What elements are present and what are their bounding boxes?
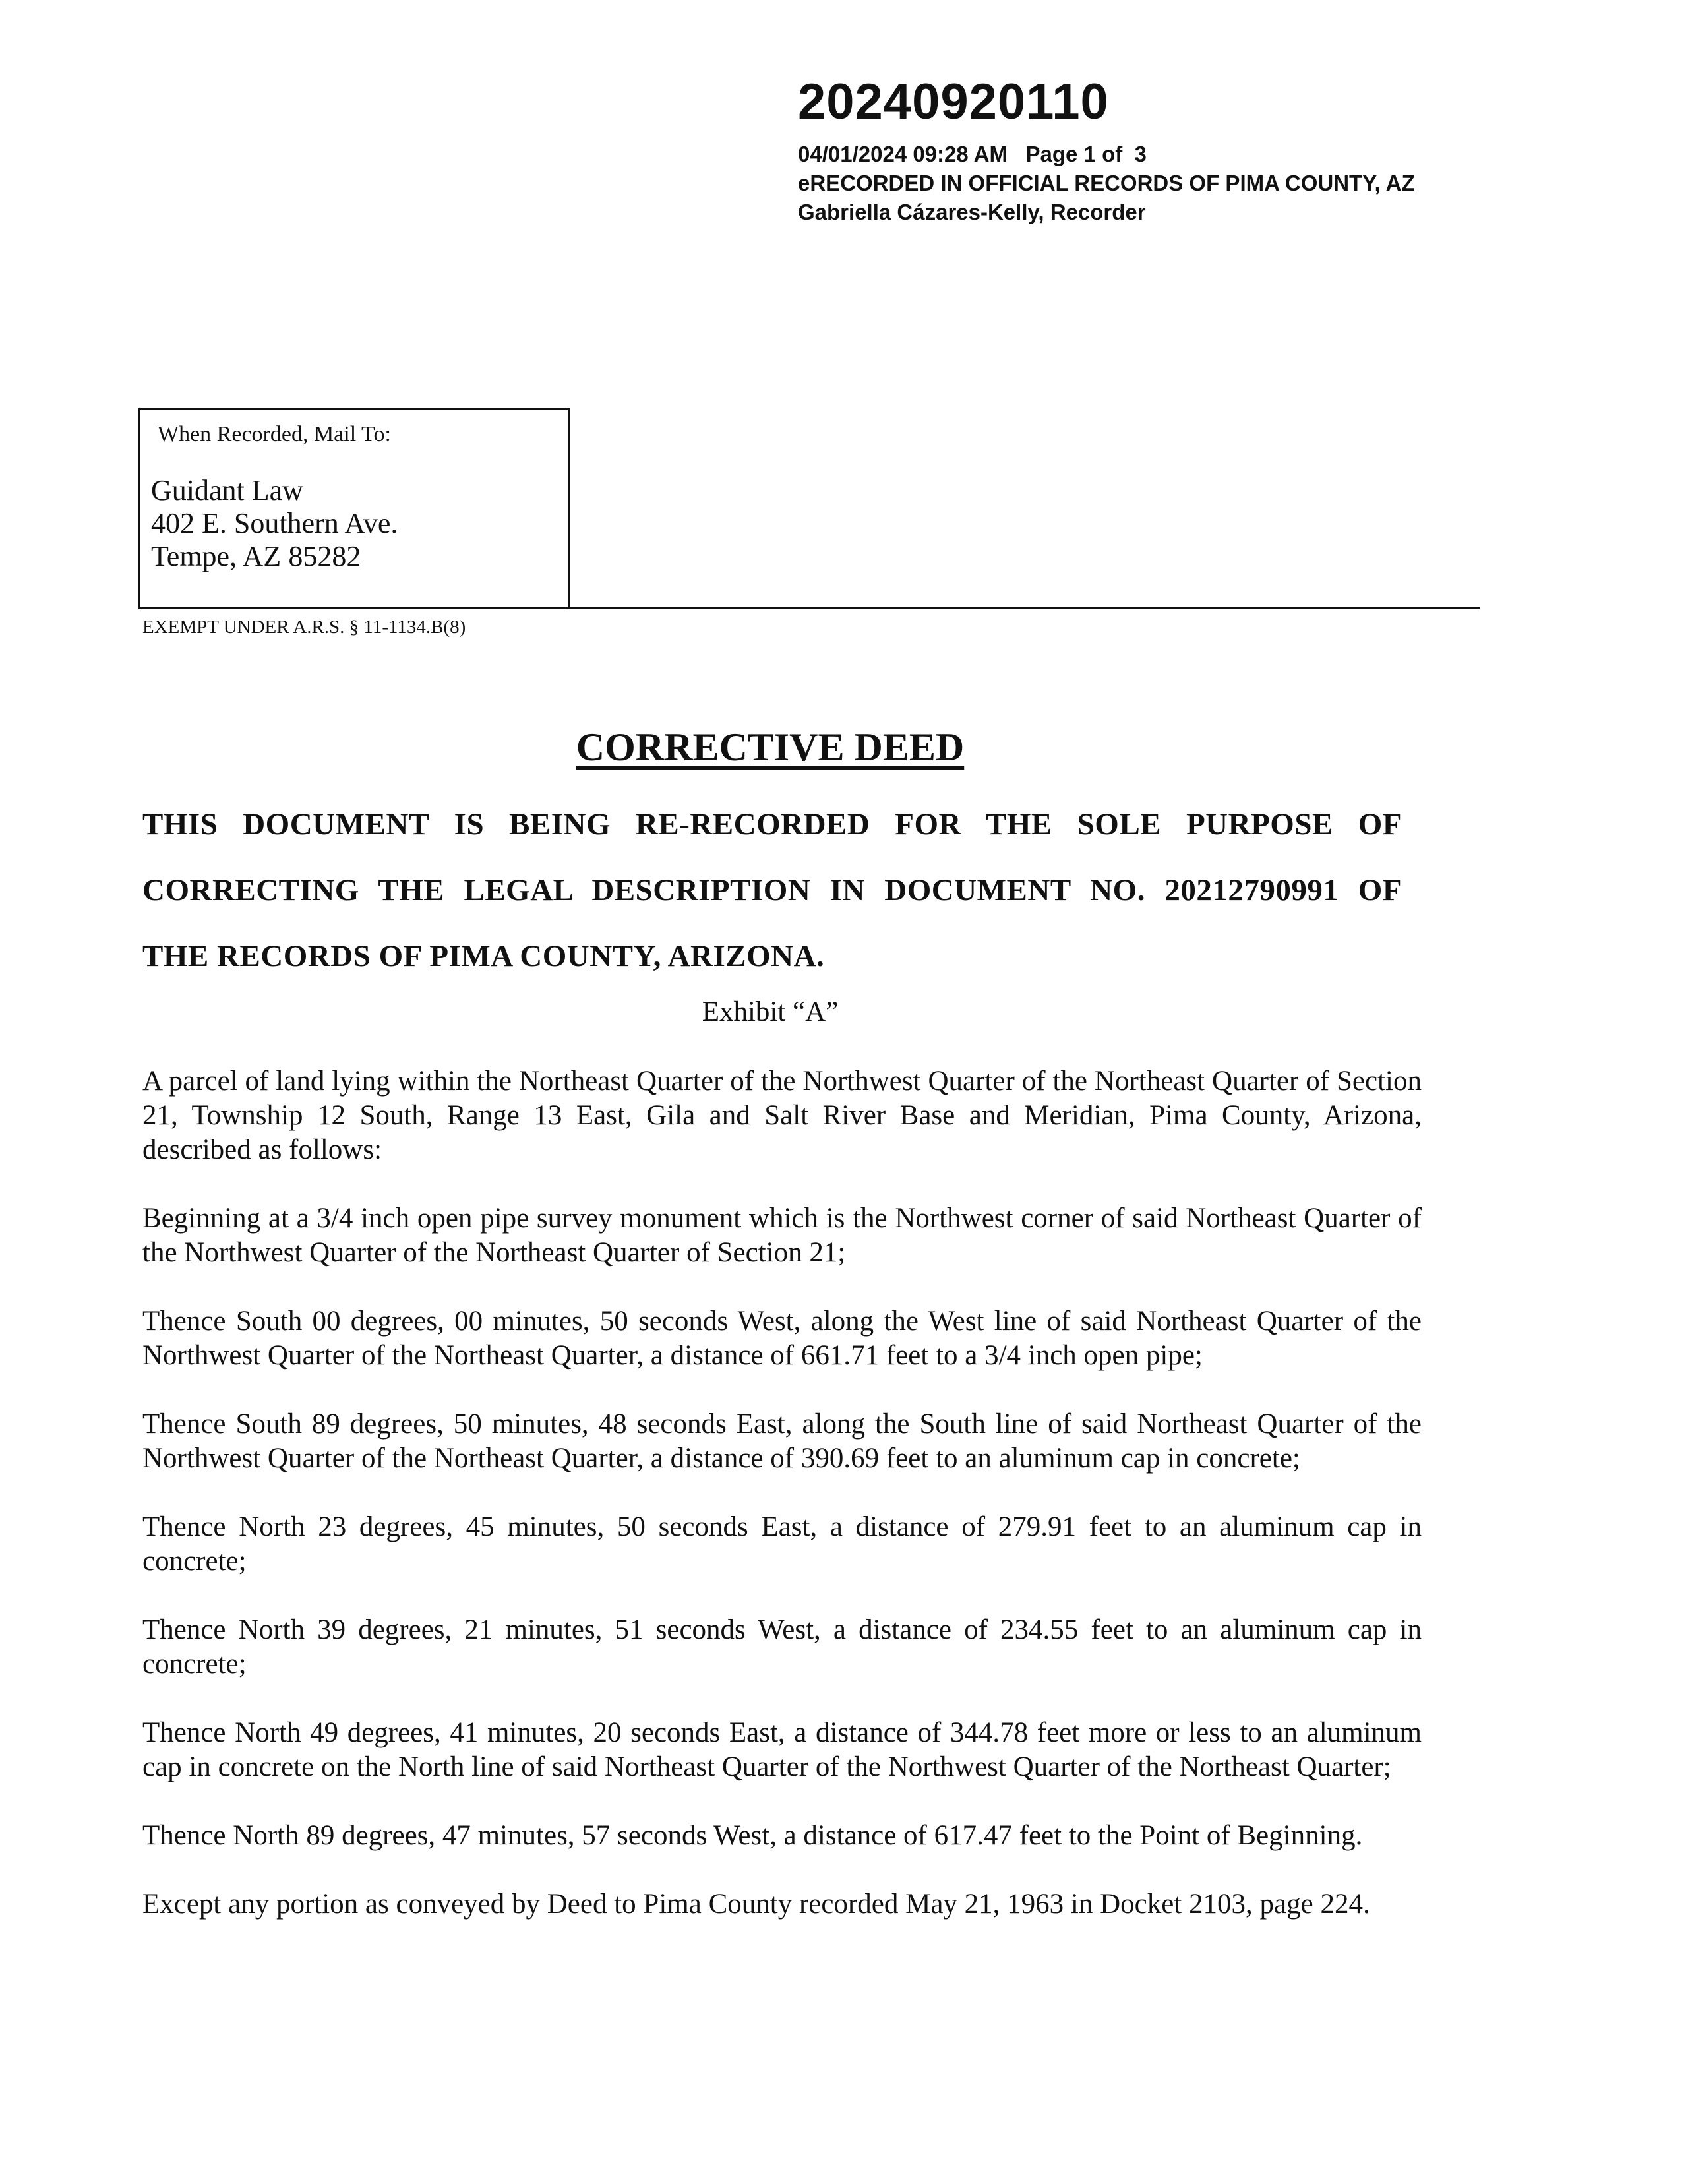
mail-to-address bbox=[151, 474, 398, 573]
legal-paragraph: Thence North 49 degrees, 41 minutes, 20 seconds East, a distance of 344.78 feet more or less to an aluminum cap in concrete on the North line of said Northeast Quarter of the Northwest Quarter of the Northeast Quarter; bbox=[142, 1717, 1422, 1782]
legal-paragraph: Beginning at a 3/4 inch open pipe survey monument which is the Northwest corner of said Northeast Quarter of the Northwest Quarter of the Northeast Quarter of Section 21; bbox=[142, 1203, 1422, 1268]
recorder-name: Gabriella Cázares-Kelly, Recorder bbox=[798, 200, 1146, 224]
re-recording-notice-last-line: THE RECORDS OF PIMA COUNTY, ARIZONA. bbox=[142, 939, 825, 973]
exhibit-label: Exhibit “A” bbox=[702, 996, 839, 1027]
legal-paragraph: Thence South 00 degrees, 00 minutes, 50 seconds West, along the West line of said Northeast Quarter of the Northwest Quarter of the Northeast Quarter, a distance of 661.71 feet to a 3/4 inch open pipe; bbox=[142, 1306, 1422, 1371]
legal-paragraph: A parcel of land lying within the Northeast Quarter of the Northwest Quarter of the Northeast Quarter of Section 21, Township 12 South, Range 13 East, Gila and Salt River Base and Meridian, Pima County, Arizona, described as follows: bbox=[142, 1066, 1422, 1165]
exempt-note: EXEMPT UNDER A.R.S. § 11-1134.B(8) bbox=[142, 617, 466, 638]
legal-paragraph: Thence North 89 degrees, 47 minutes, 57 seconds West, a distance of 617.47 feet to the Point of Beginning. bbox=[142, 1820, 1363, 1851]
mail-to-label: When Recorded, Mail To: bbox=[158, 422, 391, 446]
mail-to-name: Guidant Law bbox=[151, 474, 303, 506]
mail-to-box bbox=[138, 408, 570, 609]
recording-office: eRECORDED IN OFFICIAL RECORDS OF PIMA COUNTY, AZ bbox=[798, 171, 1415, 195]
document-title: CORRECTIVE DEED bbox=[576, 725, 965, 769]
recording-stamp bbox=[798, 73, 1655, 227]
recording-date-page: 04/01/2024 09:28 AM Page 1 of 3 bbox=[798, 142, 1147, 166]
mail-to-street: 402 E. Southern Ave. bbox=[151, 507, 398, 539]
legal-description bbox=[142, 1064, 1422, 1956]
recording-number: 20240920110 bbox=[798, 74, 1109, 130]
legal-paragraph: Thence North 39 degrees, 21 minutes, 51 seconds West, a distance of 234.55 feet to an aluminum cap in concrete; bbox=[142, 1614, 1422, 1680]
re-recording-notice: THIS DOCUMENT IS BEING RE-RECORDED FOR THE SOLE PURPOSE OF CORRECTING THE LEGAL DESCRIPTION IN DOCUMENT NO. 20212790991 OF bbox=[142, 807, 1402, 907]
legal-paragraph: Thence South 89 degrees, 50 minutes, 48 seconds East, along the South line of said Northeast Quarter of the Northwest Quarter of the Northeast Quarter, a distance of 390.69 feet to an aluminum cap in concrete; bbox=[142, 1409, 1422, 1474]
mail-to-city: Tempe, AZ 85282 bbox=[151, 540, 361, 572]
legal-paragraph: Except any portion as conveyed by Deed to Pima County recorded May 21, 1963 in Docket 2103, page 224. bbox=[142, 1889, 1370, 1920]
legal-paragraph: Thence North 23 degrees, 45 minutes, 50 seconds East, a distance of 279.91 feet to an aluminum cap in concrete; bbox=[142, 1511, 1422, 1577]
header-divider bbox=[570, 607, 1480, 609]
